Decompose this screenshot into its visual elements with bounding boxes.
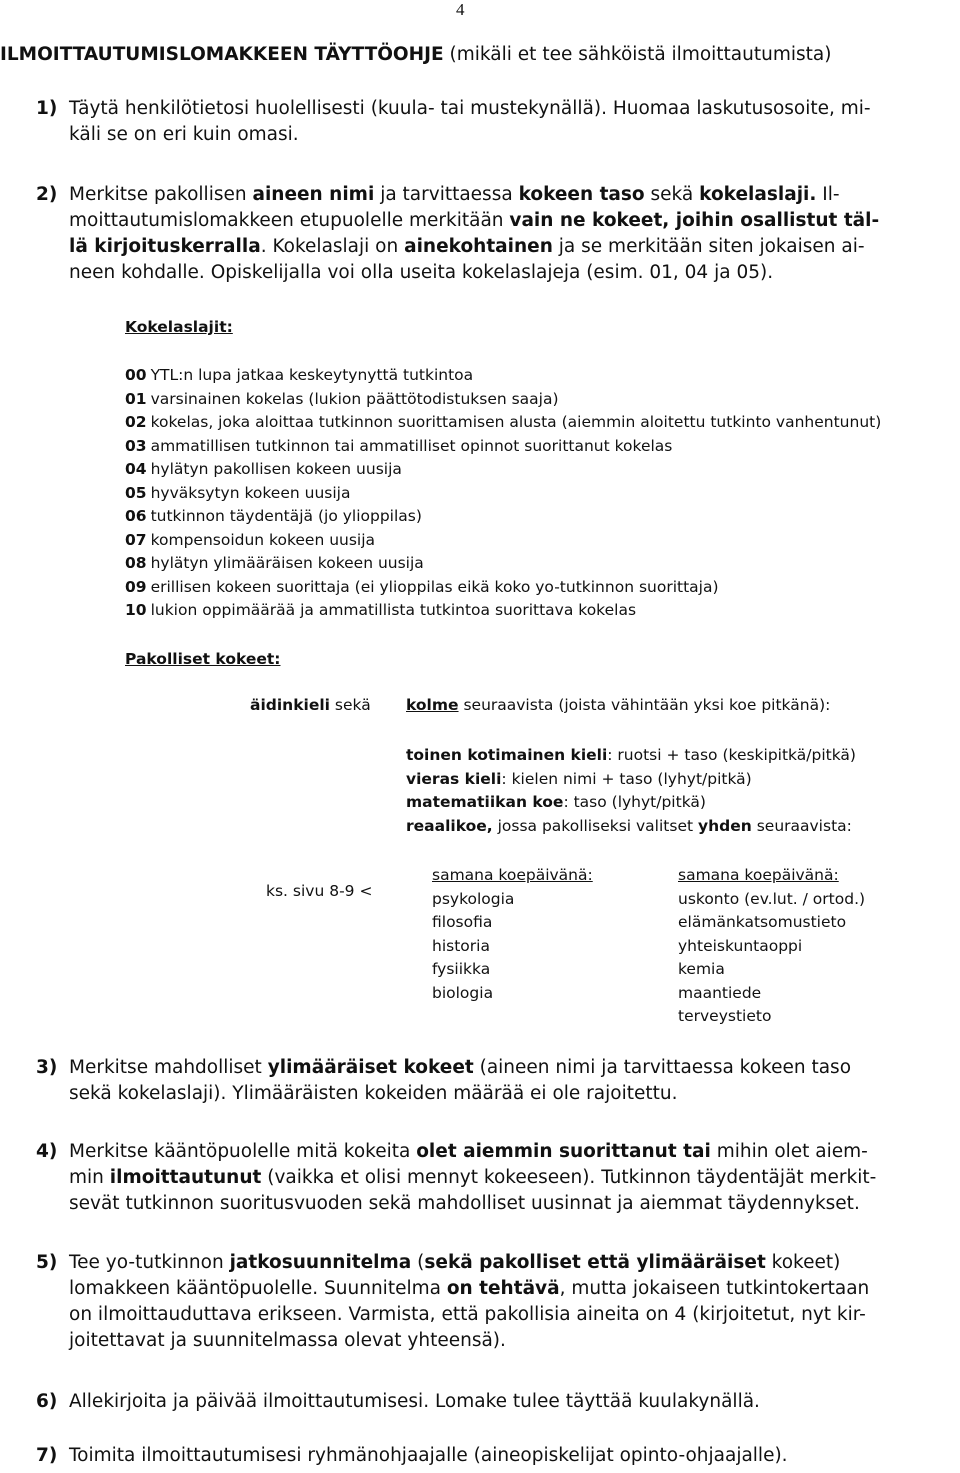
bold-run: aineen nimi (252, 184, 375, 205)
text-run: (aineen nimi ja tarvittaessa kokeen taso sekä kokelaslaji). Ylimääräisten kokeiden määrää ei ole rajoitettu. (69, 1057, 852, 1104)
text-run: mihin olet aiem- min (69, 1141, 868, 1188)
bold-run: ilmoittautunut (109, 1167, 262, 1188)
text-run: Merkitse pakollisen (69, 184, 253, 205)
kokelaslaji-text: hyväksytyn kokeen uusija (150, 483, 351, 502)
text-run: jossa pakolliseksi valitset (492, 816, 698, 835)
subject-item: maantiede (678, 983, 762, 1002)
kokelaslaji-text: hylätyn pakollisen kokeen uusija (150, 460, 402, 478)
subject-item: psykologia (432, 889, 515, 908)
text-run: : taso (lyhyt/pitkä) (563, 793, 706, 811)
bold-run: kolme (406, 696, 459, 714)
kokelaslaji-item (125, 364, 881, 388)
reaali-column-1 (432, 864, 593, 1005)
instruction-number: 1) (36, 98, 58, 119)
kokelaslaji-code: 08 (125, 554, 147, 572)
bold-run: yhden (698, 816, 752, 835)
pakollinen-line (406, 768, 856, 792)
bold-run: jatkosuunnitelma (229, 1252, 412, 1273)
kokelaslaji-text: erillisen kokeen suorittaja (ei ylioppilas eikä koko yo-tutkinnon suorittaja) (150, 577, 719, 596)
instruction-7 (36, 1443, 936, 1469)
instruction-2 (36, 182, 936, 286)
subject-item: historia (432, 936, 490, 955)
title-rest: (mikäli et tee sähköistä ilmoittautumista) (443, 44, 832, 65)
kokelaslaji-text: kompensoidun kokeen uusija (150, 530, 376, 549)
kokelaslaji-code: 06 (125, 507, 147, 525)
instruction-text: Täytä henkilötietosi huolellisesti (kuula- tai mustekynällä). Huomaa laskutusosoite, mi- käli se on eri kuin omasi. (69, 98, 871, 145)
kokelaslaji-text: hylätyn ylimääräisen kokeen uusija (150, 554, 424, 572)
text-run: Tee yo-tutkinnon (69, 1252, 230, 1273)
bold-run: ainekohtainen (404, 236, 553, 257)
instruction-number: 5) (36, 1252, 58, 1273)
text-run: (vaikka et olisi mennyt kokeeseen). Tutkinnon täydentäjät merkit- sevät tutkinnon suoritusvuoden sekä mahdolliset uusinnat ja aiemmat täydennykset. (69, 1167, 877, 1214)
instruction-number: 4) (36, 1141, 58, 1162)
bold-run: reaalikoe, (406, 816, 493, 835)
text-run: seuraavista: (751, 816, 852, 835)
bold-run: vieras kieli (406, 769, 502, 788)
kokelaslaji-item (125, 411, 881, 435)
text-run: kokeet) lomakkeen kääntöpuolelle. Suunnitelma (69, 1252, 841, 1299)
column-heading: samana koepäivänä: (678, 866, 839, 884)
subject-item: terveystieto (678, 1007, 772, 1025)
subject-item: biologia (432, 983, 494, 1002)
kokelaslaji-code: 03 (125, 436, 147, 455)
kokelaslaji-text: ammatillisen tutkinnon tai ammatilliset opinnot suorittanut kokelas (150, 436, 673, 455)
reaalikoe-line (406, 815, 856, 839)
kokelaslaji-code: 02 (125, 413, 147, 431)
kokelaslaji-item (125, 599, 881, 623)
kokelaslaji-code: 10 (125, 601, 147, 619)
kokelaslaji-code: 04 (125, 460, 147, 478)
instruction-text (69, 1250, 936, 1354)
instruction-number: 3) (36, 1057, 58, 1078)
instruction-4 (36, 1139, 936, 1217)
subject-item: elämänkatsomustieto (678, 913, 847, 931)
kokelaslaji-item (125, 458, 881, 482)
reaali-column-2 (678, 864, 865, 1029)
kokelaslaji-item (125, 552, 881, 576)
bold-run: on tehtävä (446, 1278, 560, 1299)
text-run: ja se merkitään siten jokaisen ai- neen kohdalle. Opiskelijalla voi olla useita kokelaslajeja (esim. 01, 04 ja 05). (69, 236, 865, 283)
subject-item: kemia (678, 960, 725, 978)
page-number: 4 (456, 0, 465, 19)
page-title (0, 44, 831, 65)
text-run: : ruotsi + taso (keskipitkä/pitkä) (607, 746, 856, 764)
text-run: sekä (329, 696, 371, 714)
bold-run: vain ne kokeet, joihin osallistut täl- lä kirjoituskerralla (69, 210, 880, 257)
instruction-text (69, 182, 936, 286)
text-run: Merkitse kääntöpuolelle mitä kokeita (69, 1141, 417, 1162)
kokelaslaji-item (125, 529, 881, 553)
text-run: . Kokelaslaji on (260, 236, 405, 257)
subject-item: yhteiskuntaoppi (678, 936, 803, 955)
kokelaslaji-item (125, 435, 881, 459)
instruction-text: Toimita ilmoittautumisesi ryhmänohjaajalle (aineopiskelijat opinto-ohjaajalle). (69, 1445, 788, 1466)
kokelaslaji-code: 01 (125, 389, 147, 408)
kolme-line (406, 694, 830, 718)
instruction-5 (36, 1250, 936, 1354)
kokelaslaji-text: kokelas, joka aloittaa tutkinnon suorittamisen alusta (aiemmin aloitettu tutkinto vanhentunut) (150, 413, 882, 431)
kokelaslaji-code: 07 (125, 530, 147, 549)
text-run: ja tarvittaessa (374, 184, 519, 205)
pakolliset-heading: Pakolliset kokeet: (125, 650, 281, 668)
instruction-number: 6) (36, 1391, 58, 1412)
bold-run: sekä pakolliset että ylimääräiset (424, 1252, 766, 1273)
bold-run: matematiikan koe (406, 793, 564, 811)
aidinkieli-line (250, 694, 371, 718)
kokelaslaji-text: lukion oppimäärää ja ammatillista tutkintoa suorittava kokelas (150, 601, 637, 619)
pakolliset-lines (406, 744, 856, 838)
text-run: seuraavista (joista vähintään yksi koe pitkänä): (458, 696, 831, 714)
text-run: : kielen nimi + taso (lyhyt/pitkä) (501, 769, 752, 788)
kokelaslaji-code: 00 (125, 366, 147, 384)
bold-run: toinen kotimainen kieli (406, 746, 608, 764)
bold-run: kokelaslaji. (699, 184, 817, 205)
instruction-3 (36, 1055, 936, 1107)
instruction-6 (36, 1389, 936, 1415)
text-run: , mutta jokaiseen tutkintokertaan on ilmoittauduttava erikseen. Varmista, että pakollisia aineita on 4 (kirjoitetut, nyt kir- joitettavat ja suunnitelmassa olevat yhteensä). (69, 1278, 870, 1351)
kokelaslaji-text: tutkinnon täydentäjä (jo ylioppilas) (150, 507, 422, 525)
instruction-1 (36, 96, 936, 148)
text-run: Merkitse mahdolliset (69, 1057, 268, 1078)
see-pages-note: ks. sivu 8-9 < (266, 882, 373, 900)
bold-run: äidinkieli (250, 696, 330, 714)
kokelaslaji-text: varsinainen kokelas (lukion päättötodistuksen saaja) (150, 389, 559, 408)
bold-run: kokeen taso (518, 184, 645, 205)
kokelaslaji-item (125, 505, 881, 529)
pakollinen-line (406, 744, 856, 768)
text-run: sekä (644, 184, 700, 205)
kokelaslaji-item (125, 576, 881, 600)
subject-item: uskonto (ev.lut. / ortod.) (678, 889, 866, 908)
text-run: Il- moittautumislomakkeen etupuolelle merkitään (69, 184, 840, 231)
subject-item: filosofia (432, 913, 493, 931)
instruction-text (69, 1139, 936, 1217)
instruction-text: Allekirjoita ja päivää ilmoittautumisesi. Lomake tulee täyttää kuulakynällä. (69, 1391, 760, 1412)
kokelaslaji-list (125, 364, 881, 623)
kokelaslaji-item (125, 482, 881, 506)
kokelaslaji-text: YTL:n lupa jatkaa keskeytynyttä tutkintoa (150, 366, 474, 384)
kokelaslaji-item (125, 388, 881, 412)
kokelaslaji-code: 05 (125, 483, 147, 502)
subject-item: fysiikka (432, 960, 491, 978)
kokelaslaji-code: 09 (125, 577, 147, 596)
instruction-number: 7) (36, 1445, 58, 1466)
instruction-number: 2) (36, 184, 58, 205)
column-heading: samana koepäivänä: (432, 866, 593, 884)
instruction-text (69, 1055, 936, 1107)
text-run: ( (411, 1252, 425, 1273)
bold-run: ylimääräiset kokeet (267, 1057, 474, 1078)
title-bold: ILMOITTAUTUMISLOMAKKEEN TÄYTTÖOHJE (0, 44, 444, 65)
bold-run: olet aiemmin suorittanut tai (416, 1141, 711, 1162)
kokelaslajit-heading: Kokelaslajit: (125, 318, 233, 336)
pakollinen-line (406, 791, 856, 815)
